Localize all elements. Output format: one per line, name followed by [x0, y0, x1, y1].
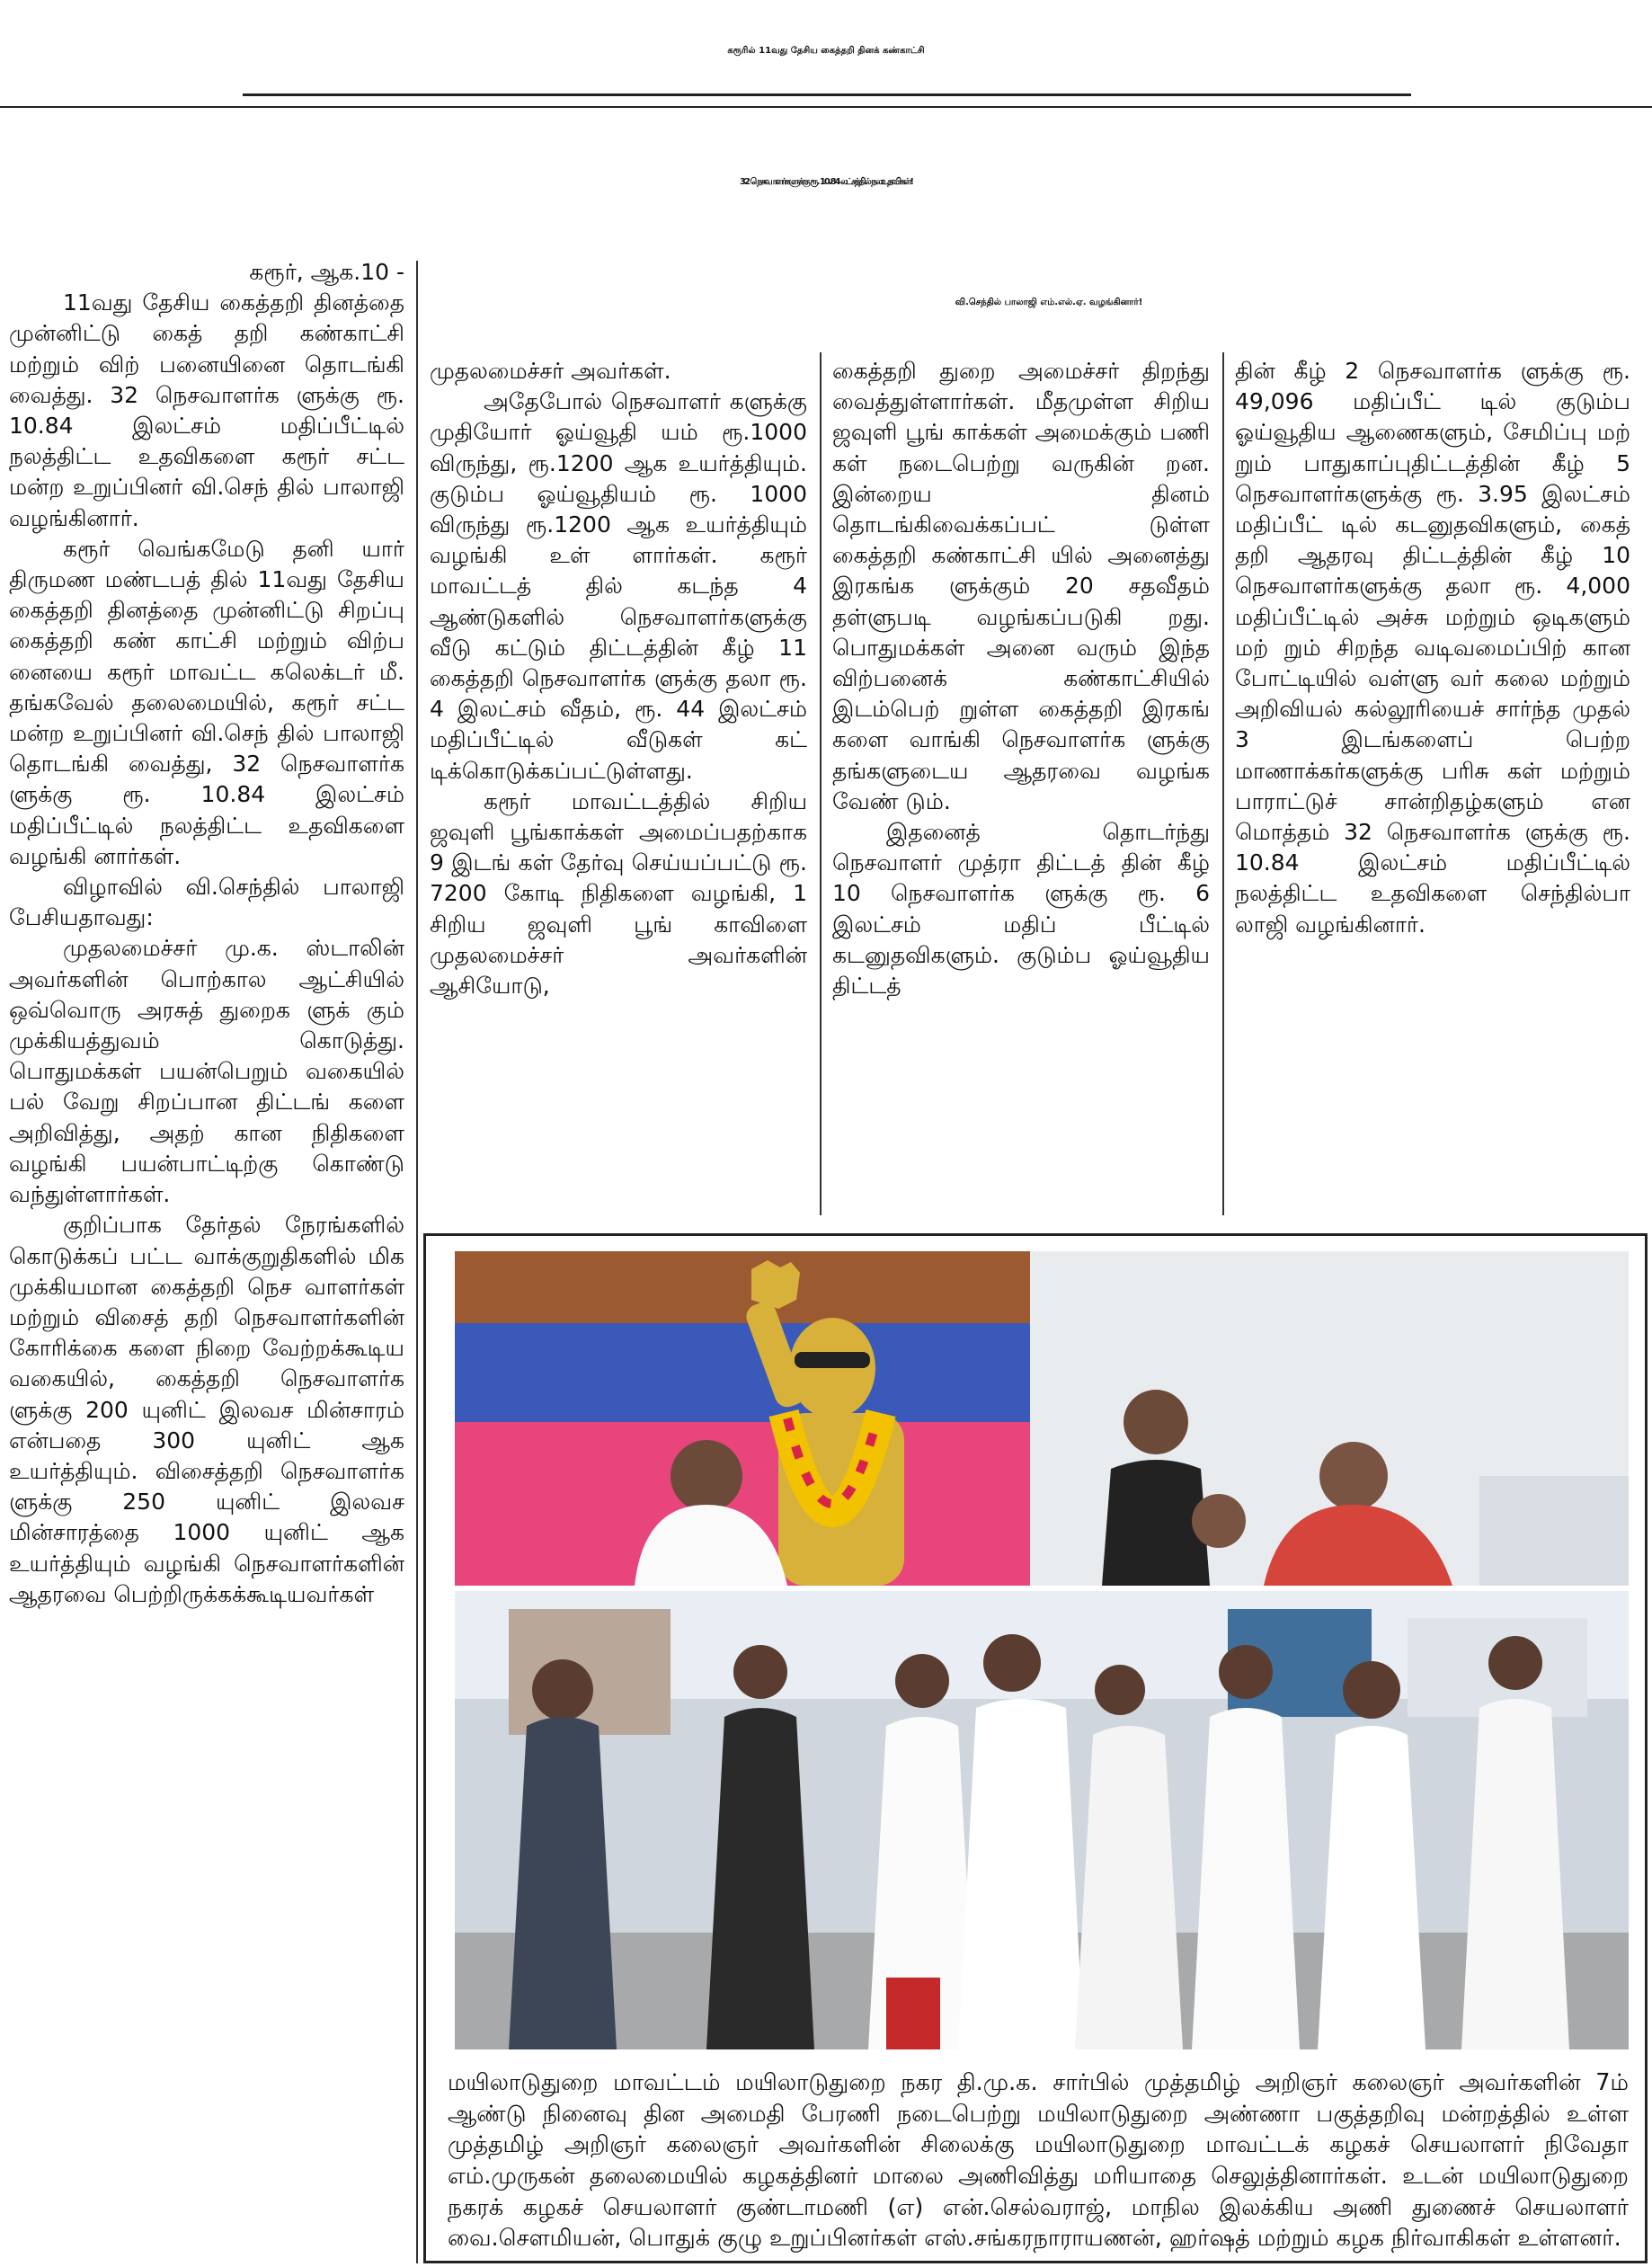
- procession-photo: [455, 1591, 1629, 2049]
- paragraph: கரூர் வெங்கமேடு தனி யார் திருமண மண்டபத் தில் 11வது தேசிய கைத்தறி தினத்தை முன்னிட்டு சிறப்பு கைத்தறி கண் காட்சி மற்றும் விற்ப னையை கரூர் மாவட்ட கலெக்டர் மீ. தங்கவேல் தலைமையில், கரூர் சட்ட மன்ற உறுப்பினர் வி.செந் தில் பாலாஜி தொடங்கி வைத்து, 32 நெசவாளர்க ளுக்கு ரூ. 10.84 இலட்சம் மதிப்பீட்டில் நலத்திட்ட உதவிகளை வழங்கி னார்கள்.: [9, 535, 404, 869]
- paragraph: முதலமைச்சர் அவர்கள்.: [430, 358, 671, 384]
- paragraph: அதேபோல் நெசவாளர் களுக்கு முதியோர் ஓய்வூதி யம் ரூ.1000 விருந்து, ரூ.1200 ஆக உயர்த்தியும். குடும்ப ஓய்வூதியம் ரூ. 1000 விருந்து ரூ.1200 ஆக உயர்த்தியும் வழங்கி உள் ளார்கள். கரூர் மாவட்டத் தில் கடந்த 4 ஆண்டுகளில் நெசவாளர்களுக்கு வீடு கட்டும் திட்டத்தின் கீழ் 11 கைத்தறி நெசவாளர்க ளுக்கு தலா ரூ. 4 இலட்சம் வீதம், ரூ. 44 இலட்சம் மதிப்பீட்டில் வீடுகள் கட் டிக்கொடுக்கப்பட்டுள்ளது.: [430, 388, 807, 784]
- dateline: கரூர், ஆக.10 -: [249, 259, 404, 285]
- paragraph: கைத்தறி துறை அமைச்சர் திறந்து வைத்துள்ளார்கள். மீதமுள்ள சிறிய ஜவுளி பூங் காக்கள் அமைக்கும் பணி கள் நடைபெற்று வருகின் றன. இன்றைய தினம் தொடங்கிவைக்கப்பட் டுள்ள கைத்தறி கண்காட்சி யில் அனைத்து இரகங்க ளுக்கும் 20 சதவீதம் தள்ளுபடி வழங்கப்படுகி றது. பொதுமக்கள் அனை வரும் இந்த விற்பனைக் கண்காட்சியில் இடம்பெற் றுள்ள கைத்தறி இரகங் களை வாங்கி நெசவாளர்க ளுக்கு தங்களுடைய ஆதரவை வழங்க வேண் டும்.: [832, 358, 1210, 814]
- article-column-1: [9, 257, 404, 2262]
- paragraph: இதனைத் தொடர்ந்து நெசவாளர் முத்ரா திட்டத் தின் கீழ் 10 நெசவாளர்க ளுக்கு ரூ. 6 இலட்சம் மதிப் பீட்டில் கடனுதவிகளும். குடும்ப ஓய்வூதிய திட்டத்: [832, 819, 1210, 1000]
- article-column-4: [1235, 356, 1630, 1219]
- paragraph: கரூர் மாவட்டத்தில் சிறிய ஜவுளி பூங்காக்கள் அமைப்பதற்காக 9 இடங் கள் தேர்வு செய்யப்பட்டு ரூ. 7200 கோடி நிதிகளை வழங்கி, 1 சிறிய ஜவுளி பூங் காவிளை முதலமைச்சர் அவர்களின் ஆசியோடு,: [430, 787, 807, 1000]
- top-rule: [0, 106, 1652, 108]
- article-column-3: [832, 356, 1210, 1219]
- statue-photo: [455, 1251, 1629, 1586]
- paragraph: 11வது தேசிய கைத்தறி தினத்தை முன்னிட்டு கைத் தறி கண்காட்சி மற்றும் விற் பனையினை தொடங்கி வைத்து. 32 நெசவாளர்க ளுக்கு ரூ. 10.84 இலட்சம் மதிப்பீட்டில் நலத்திட்ட உதவிகளை கரூர் சட்ட மன்ற உறுப்பினர் வி.செந் தில் பாலாஜி வழங்கினார்.: [9, 289, 404, 531]
- paragraph: குறிப்பாக தேர்தல் நேரங்களில் கொடுக்கப் பட்ட வாக்குறுதிகளில் மிக முக்கியமான கைத்தறி நெச வாளர்கள் மற்றும் விசைத் தறி நெசவாளர்களின் கோரிக்கை களை நிறை வேற்றக்கூடிய வகையில், கைத்தறி நெசவாளர்க ளுக்கு 200 யுனிட் இலவச மின்சாரம் என்பதை 300 யுனிட் ஆக உயர்த்தியும். விசைத்தறி நெசவாளர்க ளுக்கு 250 யுனிட் இலவச மின்சாரத்தை 1000 யுனிட் ஆக உயர்த்தியும் வழங்கி நெசவாளர்களின் ஆதரவை பெற்றிருக்கக்கூடியவர்கள்: [9, 1212, 404, 1607]
- sub-headline: வி.செந்தில் பாலாஜி எம்.எல்.ஏ. வழங்கினார்!: [955, 298, 1143, 307]
- paragraph: விழாவில் வி.செந்தில் பாலாஜி பேசியதாவது:: [9, 874, 404, 931]
- column-divider: [820, 352, 822, 1215]
- column-divider: [1222, 352, 1224, 1215]
- paragraph: முதலமைச்சர் மு.க. ஸ்டாலின் அவர்களின் பொற்கால ஆட்சியில் ஒவ்வொரு அரசுத் துறைக ளுக் கும் முக்கியத்துவம் கொடுத்து. பொதுமக்கள் பயன்பெறும் வகையில் பல் வேறு சிறப்பான திட்டங் களை அறிவித்து, அதற் கான நிதிகளை வழங்கி பயன்பாட்டிற்கு கொண்டு வந்துள்ளார்கள்.: [9, 935, 404, 1208]
- kicker-underline: [243, 93, 1411, 96]
- photo-caption: மயிலாடுதுறை மாவட்டம் மயிலாடுதுறை நகர தி.மு.க. சார்பில் முத்தமிழ் அறிஞர் கலைஞர் அவர்களின் 7ம் ஆண்டு நினைவு தின அமைதி பேரணி நடைபெற்று மயிலாடுதுறை அண்ணா பகுத்தறிவு மன்றத்தில் உள்ள முத்தமிழ் அறிஞர் கலைஞர் அவர்களின் சிலைக்கு மயிலாடுதுறை மாவட்டக் கழகச் செயலாளர் நிவேதா எம்.முருகன் தலைமையில் கழகத்தினர் மாலை அணிவித்து மரியாதை செலுத்தினார்கள். உடன் மயிலாடுதுறை நகரக் கழகச் செயலாளர் குண்டாமணி (எ) என்.செல்வராஜ், மாநில இலக்கிய அணி துணைச் செயலாளர் வை.சௌமியன், பொதுக் குழு உறுப்பினர்கள் எஸ்.சங்கரநாராயணன், ஹர்ஷத் மற்றும் கழக நிர்வாகிகள் உள்ளனர்.: [448, 2069, 1629, 2253]
- article-column-2: [430, 356, 807, 1219]
- kicker-title: கரூரில் 11வது தேசிய கைத்தறி தினக் கண்காட்சி: [727, 46, 925, 56]
- column-divider: [416, 261, 418, 2263]
- main-headline: 32 நெசவாளர்களுக்கு ரூ. 10.84 லட்சத்தில் நலஉதவிகள்!: [740, 177, 912, 187]
- paragraph: தின் கீழ் 2 நெசவாளர்க ளுக்கு ரூ. 49,096 மதிப்பீட் டில் குடும்ப ஓய்வூதிய ஆணைகளும், சேமிப்பு மற் றும் பாதுகாப்புதிட்டத்தின் கீழ் 5 நெசவாளர்களுக்கு ரூ. 3.95 இலட்சம் மதிப்பீட் டில் கடனுதவிகளும், கைத் தறி ஆதரவு திட்டத்தின் கீழ் 10 நெசவாளர்களுக்கு தலா ரூ. 4,000 மதிப்பீட்டில் அச்சு மற்றும் ஒடிகளும் மற் றும் சிறந்த வடிவமைப்பிற் கான போட்டியில் வள்ளு வர் கலை மற்றும் அறிவியல் கல்லூரியைச் சார்ந்த முதல் 3 இடங்களைப் பெற்ற மாணாக்கர்களுக்கு பரிசு கள் மற்றும் பாராட்டுச் சான்றிதழ்களும் என மொத்தம் 32 நெசவாளர்க ளுக்கு ரூ. 10.84 இலட்சம் மதிப்பீட்டில் நலத்திட்ட உதவிகளை செந்தில்பா லாஜி வழங்கினார்.: [1235, 358, 1630, 938]
